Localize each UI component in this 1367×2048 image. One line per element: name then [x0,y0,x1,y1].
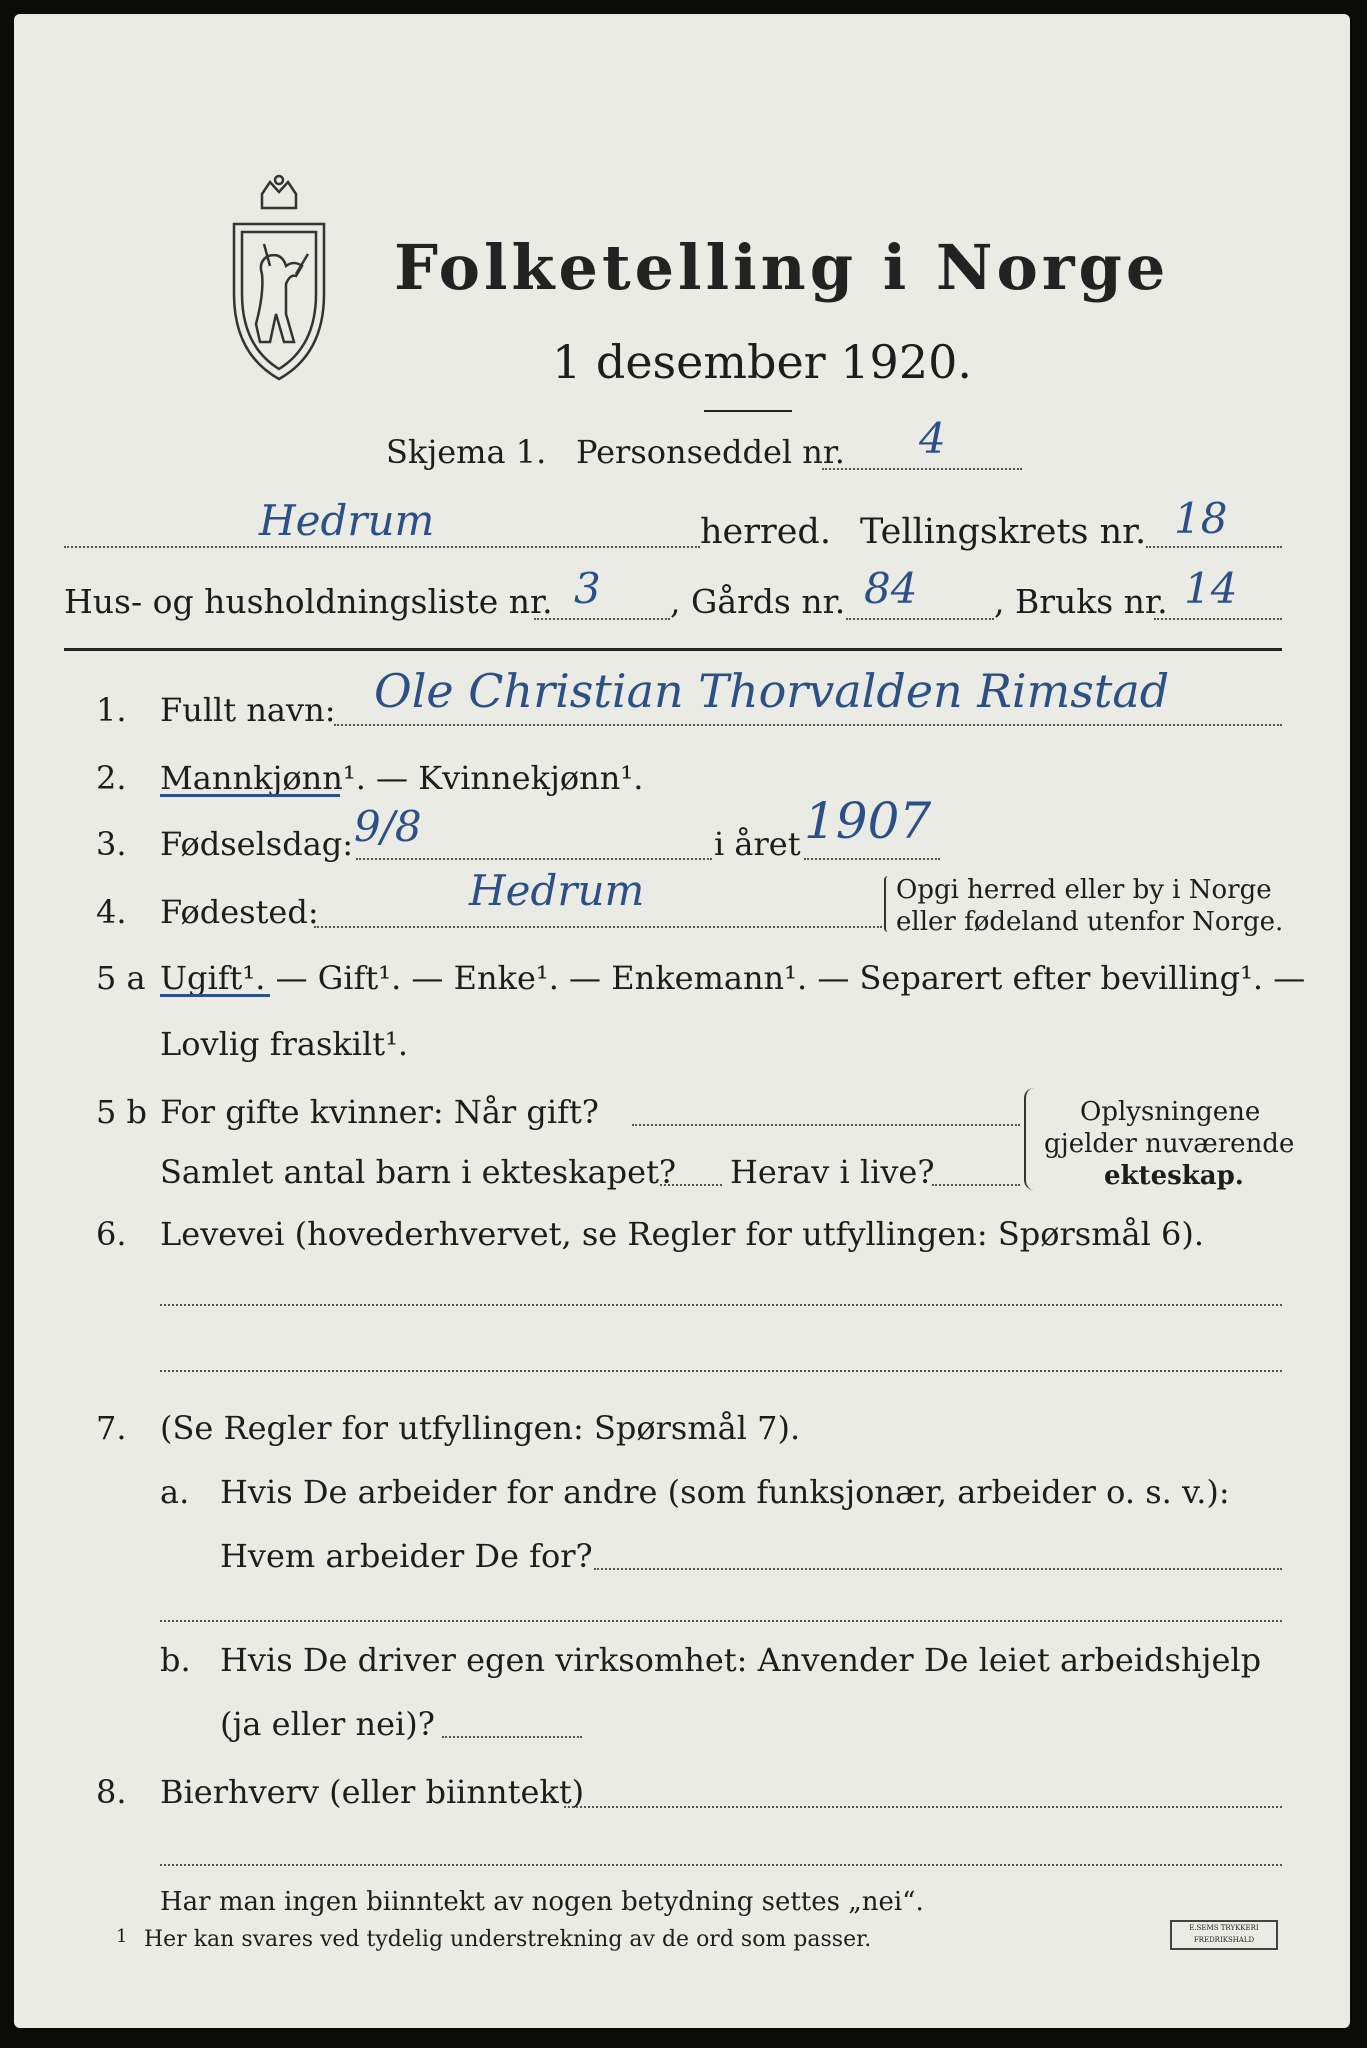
q5b-alive-label: Herav i live? [730,1153,935,1191]
q5a-line1: Ugift¹. — Gift¹. — Enke¹. — Enkemann¹. — Separert efter bevilling¹. — [160,959,1306,997]
gards-line [846,618,994,620]
form-date: 1 desember 1920. [552,335,972,389]
q4-line [314,926,882,928]
schema-label: Skjema 1. [386,433,547,471]
q1-line [334,724,1282,726]
q7a-line1: Hvis De arbeider for andre (som funksjonær, arbeider o. s. v.): [220,1473,1230,1511]
q3-year-line [804,858,940,860]
q5b-line1: For gifte kvinner: Når gift? [160,1093,599,1131]
q1-number: 1. [96,691,127,729]
bruks-line [1154,618,1282,620]
q3-day-value[interactable]: 9/8 [354,802,422,851]
q2-label: Mannkjønn¹. — Kvinnekjønn¹. [160,759,644,797]
q2-number: 2. [96,759,127,797]
q2-underline [160,794,340,797]
tellingskrets-line [1146,546,1282,548]
form-title: Folketelling i Norge [394,231,1170,304]
q4-note-brace [884,876,892,932]
q8-extra-line [160,1864,1282,1866]
bruks-value[interactable]: 14 [1184,564,1238,613]
tellingskrets-label: Tellingskrets nr. [860,512,1147,552]
footnote-text: Her kan svares ved tydelig understrekning av de ord som passer. [144,1927,872,1952]
q7-number: 7. [96,1409,127,1447]
q8-label: Bierhverv (eller biinntekt) [160,1773,585,1811]
bruks-label: , Bruks nr. [994,582,1168,621]
herred-line [64,546,700,548]
q1-value[interactable]: Ole Christian Thorvalden Rimstad [374,664,1170,718]
q7a-answer-line [594,1568,1282,1570]
q4-value[interactable]: Hedrum [469,866,645,915]
q7a-extra-line [160,1620,1282,1622]
q4-note-line1: Opgi herred eller by i Norge [896,875,1272,905]
q7b-answer-line [442,1736,582,1738]
q5b-alive-line [932,1184,1020,1186]
title-divider [704,410,792,412]
herred-label: herred. [700,512,831,552]
coat-of-arms-icon [224,174,334,384]
q1-label: Fullt navn: [160,691,336,729]
q8-number: 8. [96,1773,127,1811]
footer-note: Har man ingen biinntekt av nogen betydning settes „nei“. [160,1887,924,1917]
personseddel-label: Personseddel nr. [576,433,845,471]
q5b-number: 5 b [96,1093,148,1131]
gards-value[interactable]: 84 [864,564,918,613]
q7-label: (Se Regler for utfyllingen: Spørsmål 7). [160,1409,801,1447]
q6-label: Levevei (hovederhvervet, se Regler for utfyllingen: Spørsmål 6). [160,1215,1205,1253]
gards-label: , Gårds nr. [670,582,846,621]
q6-line1 [160,1304,1282,1306]
footnote-number: 1 [116,1926,128,1947]
q3-label: Fødselsdag: [160,825,354,863]
q6-line2 [160,1370,1282,1372]
q7b-line1: Hvis De driver egen virksomhet: Anvender De leiet arbeidshjelp [220,1641,1262,1679]
q3-year-label: i året [714,825,801,863]
personseddel-line [822,468,1022,470]
q6-number: 6. [96,1215,127,1253]
q5b-note-line2: gjelder nuværende [1044,1129,1295,1159]
hus-label: Hus- og husholdningsliste nr. [64,582,553,621]
q5b-children-label: Samlet antal barn i ekteskapet? [160,1153,677,1191]
tellingskrets-value[interactable]: 18 [1174,494,1228,543]
q8-answer-line [564,1806,1282,1808]
q4-number: 4. [96,893,127,931]
personseddel-value[interactable]: 4 [919,414,946,463]
q3-day-line [356,858,712,860]
q5b-note-line1: Oplysningene [1080,1097,1261,1127]
q7b-number: b. [160,1641,191,1679]
q5b-married-line [632,1124,1020,1126]
q5a-number: 5 a [96,959,146,997]
q5a-line2: Lovlig fraskilt¹. [160,1025,409,1063]
q3-number: 3. [96,825,127,863]
q5b-children-line [660,1184,722,1186]
q7b-line2: (ja eller nei)? [220,1705,435,1743]
q7a-number: a. [160,1473,190,1511]
hus-line [534,618,670,620]
q5b-note-line3: ekteskap. [1104,1161,1244,1191]
q5a-underline [160,994,270,997]
q4-note-line2: eller fødeland utenfor Norge. [896,907,1284,937]
q5b-note-brace [1024,1088,1038,1190]
q4-label: Fødested: [160,893,319,931]
printer-stamp: E.SEMS TRYKKERI FREDRIKSHALD [1170,1920,1278,1950]
q3-year-value[interactable]: 1907 [804,792,932,850]
census-form [14,14,1350,2028]
q7a-line2: Hvem arbeider De for? [220,1537,593,1575]
herred-value[interactable]: Hedrum [259,496,435,545]
hus-value[interactable]: 3 [574,564,601,613]
header-separator [64,648,1282,651]
